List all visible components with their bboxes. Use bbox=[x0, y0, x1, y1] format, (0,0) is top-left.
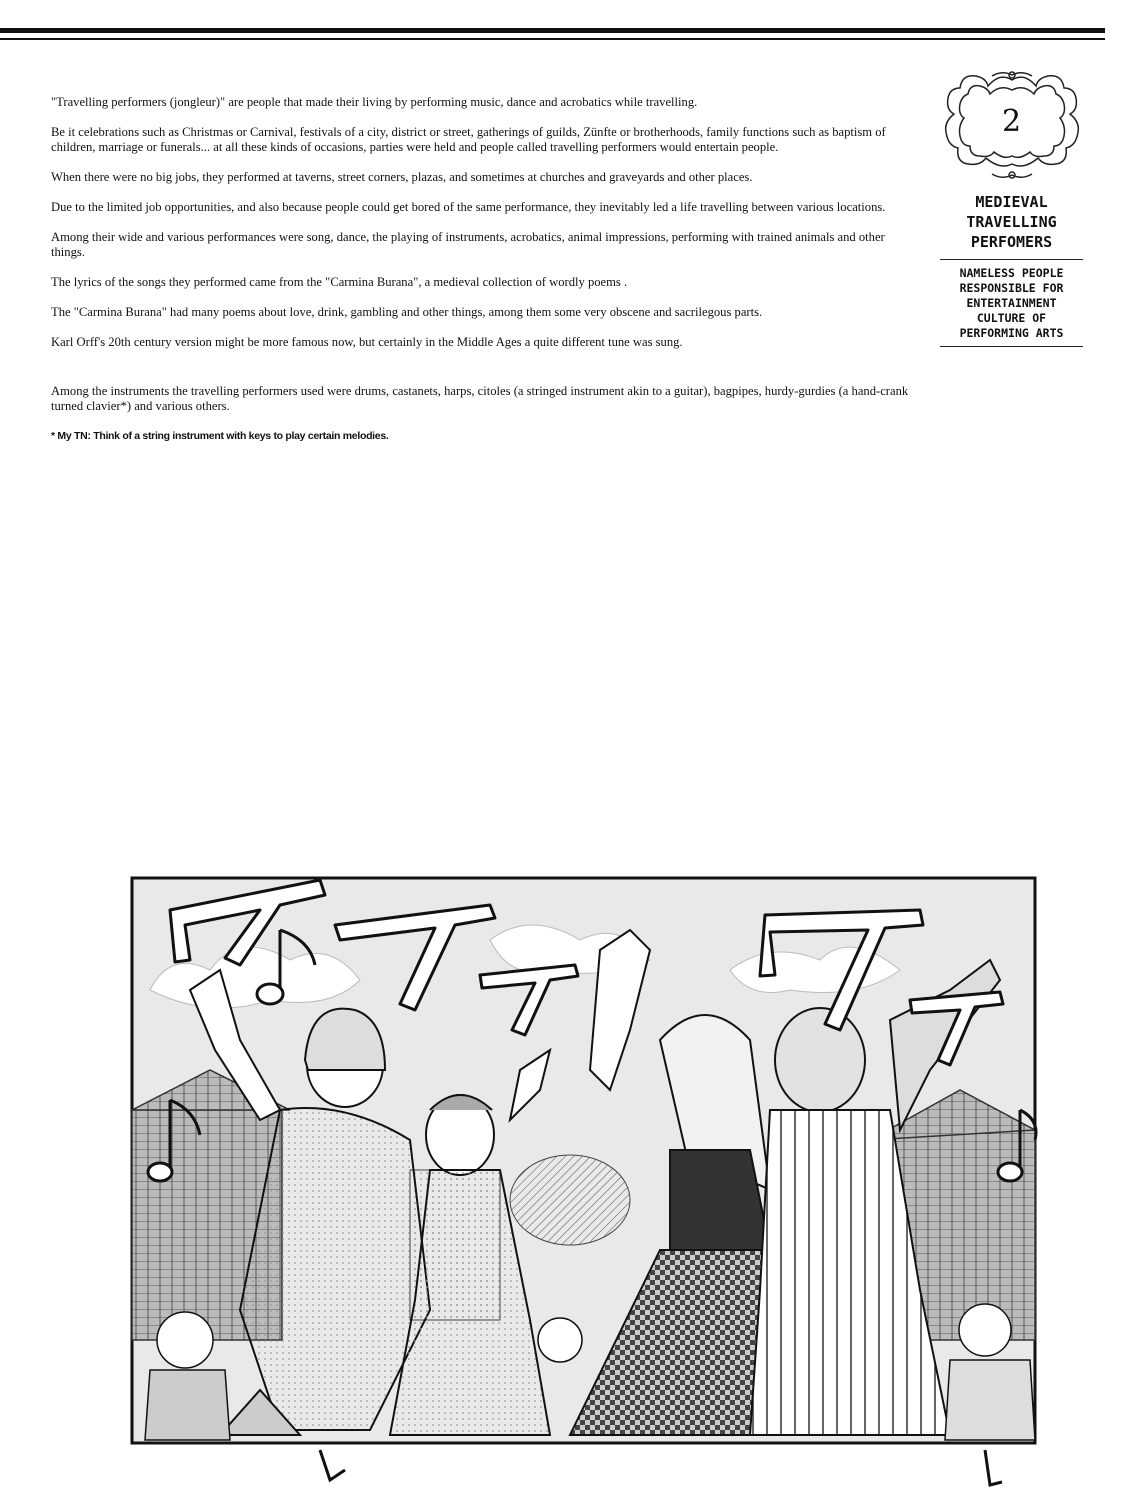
sidebar-divider bbox=[940, 259, 1083, 260]
top-rule-thick bbox=[0, 28, 1105, 33]
manga-panel-illustration bbox=[130, 870, 1040, 1495]
paragraph-performances: Among their wide and various performances were song, dance, the playing of instruments, acrobatics, animal impressions, performing with trained animals and other things. bbox=[51, 230, 885, 259]
translator-footnote: * My TN: Think of a string instrument with keys to play certain melodies. bbox=[51, 430, 389, 442]
chapter-number: 2 bbox=[1001, 104, 1022, 139]
paragraph-travel: Due to the limited job opportunities, and also because people could get bored of the same performance, they inevitably led a life travelling between various locations. bbox=[51, 200, 886, 214]
sidebar-subtitle bbox=[940, 266, 1083, 341]
sidebar-subtitle-line: RESPONSIBLE FOR bbox=[959, 281, 1064, 295]
sidebar-title-line: MEDIEVAL bbox=[975, 193, 1048, 211]
paragraph-venues: When there were no big jobs, they performed at taverns, street corners, plazas, and sometimes at churches and graveyards and other places. bbox=[51, 170, 753, 184]
sidebar-title-line: PERFOMERS bbox=[970, 233, 1053, 251]
sidebar-title bbox=[940, 192, 1083, 252]
sidebar-title-line: TRAVELLING bbox=[966, 213, 1057, 231]
sidebar bbox=[940, 66, 1083, 347]
paragraph-karl-orff: Karl Orff's 20th century version might be more famous now, but certainly in the Middle Ages a quite different tune was sung. bbox=[51, 335, 683, 349]
paragraph-intro: "Travelling performers (jongleur)" are people that made their living by performing music, dance and acrobatics while travelling. bbox=[51, 95, 698, 109]
sidebar-subtitle-line: NAMELESS PEOPLE bbox=[959, 266, 1064, 280]
sidebar-subtitle-line: PERFORMING ARTS bbox=[959, 326, 1064, 340]
article-body bbox=[51, 95, 913, 444]
sidebar-divider-bottom bbox=[940, 346, 1083, 347]
paragraph-carmina-burana: The "Carmina Burana" had many poems about love, drink, gambling and other things, among them some very obscene and sacrilegous parts. bbox=[51, 305, 763, 319]
chapter-badge bbox=[940, 66, 1083, 184]
dancing-crowd-illustration bbox=[130, 870, 1040, 1495]
top-rule-thin bbox=[0, 38, 1105, 40]
paragraph-occasions: Be it celebrations such as Christmas or Carnival, festivals of a city, district or street, gatherings of guilds, Zünfte or brotherhoods, family functions such as baptism of children, marriage or funerals... at all these kinds of occasions, parties were held and people called travelling performers would entertain people. bbox=[51, 125, 886, 154]
sidebar-subtitle-line: ENTERTAINMENT bbox=[966, 296, 1057, 310]
paragraph-lyrics: The lyrics of the songs they performed came from the "Carmina Burana", a medieval collection of wordly poems . bbox=[51, 275, 628, 289]
sidebar-subtitle-line: CULTURE OF bbox=[976, 311, 1047, 325]
paragraph-instruments: Among the instruments the travelling performers used were drums, castanets, harps, citoles (a stringed instrument akin to a guitar), bagpipes, hurdy-gurdies (a hand-crank turned clavier*) and various others. bbox=[51, 384, 909, 413]
